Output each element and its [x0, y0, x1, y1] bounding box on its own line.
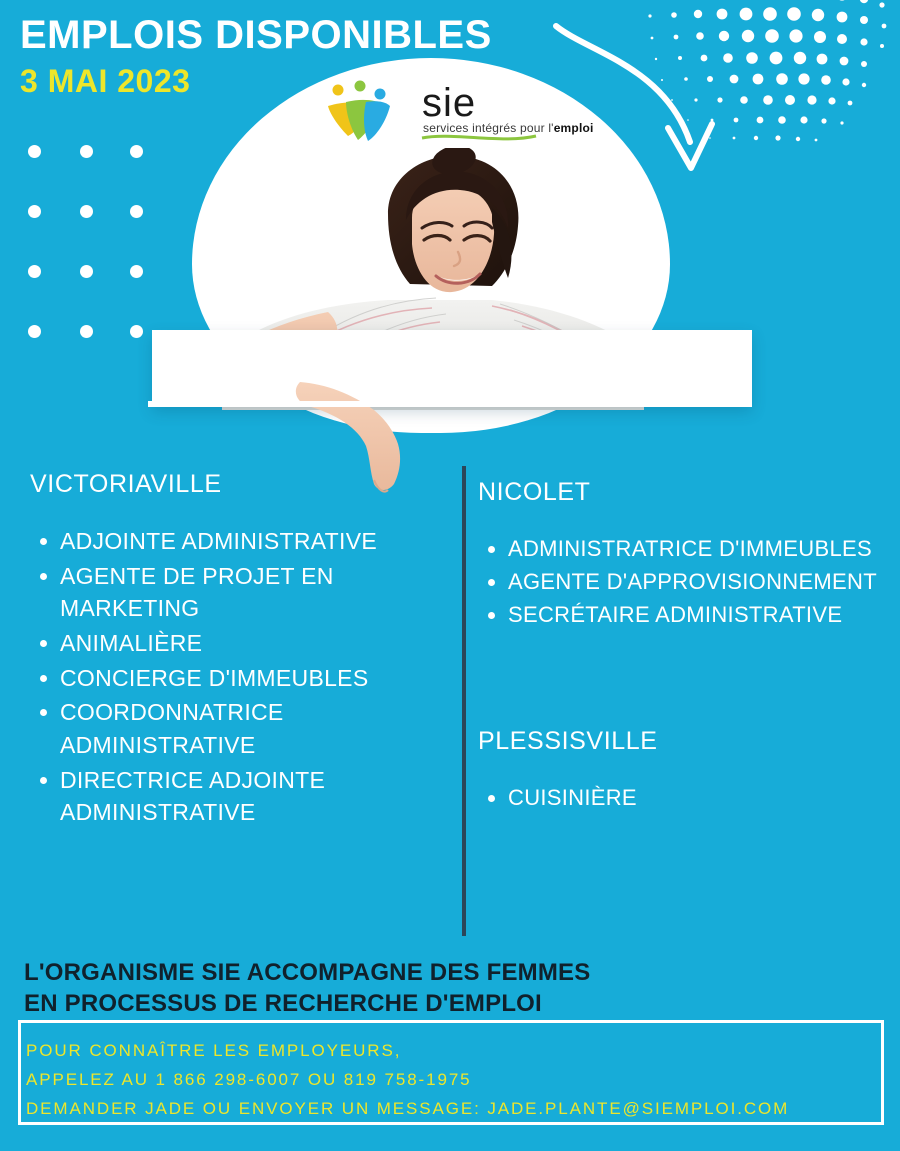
- list-item[interactable]: ADJOINTE ADMINISTRATIVE: [30, 525, 450, 558]
- contact-line-3[interactable]: DEMANDER JADE OU ENVOYER UN MESSAGE: JADE.PLANTE@SIEMPLOI.COM: [26, 1099, 790, 1119]
- dot-grid-decoration: [18, 135, 158, 355]
- svg-text:sie: sie: [422, 81, 477, 125]
- city-heading-victoriaville: VICTORIAVILLE: [30, 470, 222, 498]
- list-item[interactable]: ANIMALIÈRE: [30, 627, 450, 660]
- list-item[interactable]: CUISINIÈRE: [478, 782, 878, 813]
- city-heading-plessisville: PLESSISVILLE: [478, 726, 658, 755]
- job-list-victoriaville: [30, 525, 450, 829]
- list-item[interactable]: ADMINISTRATRICE D'IMMEUBLES: [478, 533, 878, 564]
- contact-line-2: APPELEZ AU 1 866 298-6007 OU 819 758-1975: [26, 1070, 472, 1090]
- column-victoriaville: [30, 470, 450, 831]
- list-item[interactable]: DIRECTRICE ADJOINTE ADMINISTRATIVE: [30, 764, 450, 829]
- svg-text:services intégrés pour l'emplo: services intégrés pour l'emploi: [423, 121, 594, 135]
- job-list-plessisville: [478, 782, 878, 813]
- list-item[interactable]: SECRÉTAIRE ADMINISTRATIVE: [478, 599, 878, 630]
- tagline-line-2: EN PROCESSUS DE RECHERCHE D'EMPLOI: [24, 989, 542, 1017]
- list-item[interactable]: CONCIERGE D'IMMEUBLES: [30, 662, 450, 695]
- page-title: EMPLOIS DISPONIBLES: [20, 13, 492, 57]
- tagline-line-1: L'ORGANISME SIE ACCOMPAGNE DES FEMMES: [24, 959, 591, 986]
- city-heading-nicolet: NICOLET: [478, 478, 591, 506]
- header-block: [20, 14, 492, 99]
- poster-date: 3 MAI 2023: [20, 63, 191, 99]
- list-item[interactable]: AGENTE DE PROJET EN MARKETING: [30, 560, 450, 625]
- column-nicolet-plessisville: [478, 478, 878, 815]
- organisation-tagline: [24, 958, 864, 1019]
- column-divider: [462, 466, 466, 936]
- contact-info: [26, 1036, 876, 1124]
- list-item[interactable]: COORDONNATRICE ADMINISTRATIVE: [30, 696, 450, 761]
- job-list-nicolet: [478, 533, 878, 631]
- curved-arrow-icon: [552, 20, 732, 200]
- horizontal-rule: [148, 401, 752, 407]
- list-item[interactable]: AGENTE D'APPROVISIONNEMENT: [478, 566, 878, 597]
- contact-line-1: POUR CONNAÎTRE LES EMPLOYEURS,: [26, 1041, 402, 1060]
